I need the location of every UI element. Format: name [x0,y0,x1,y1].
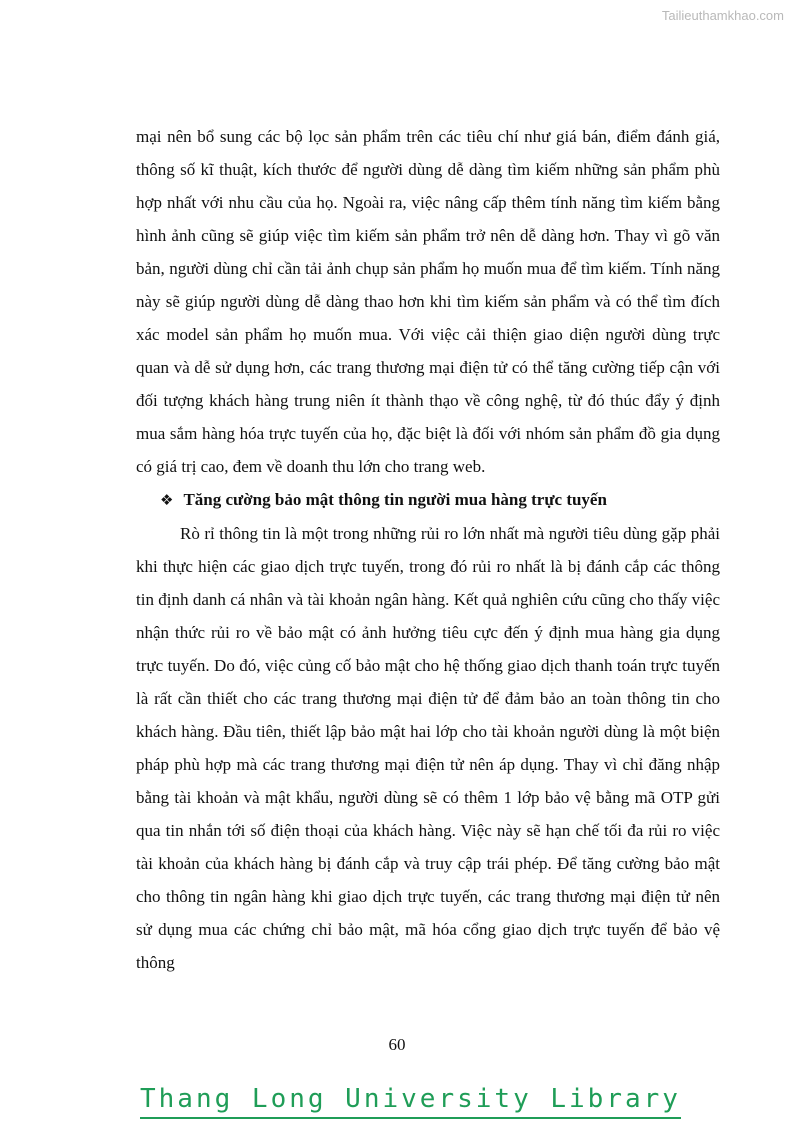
paragraph-continued: mại nên bổ sung các bộ lọc sản phẩm trên các tiêu chí như giá bán, điểm đánh giá, thông số kĩ thuật, kích thước để người dùng dễ dàng tìm kiếm những sản phẩm phù hợp nhất với nhu cầu của họ. Ngoài ra, việc nâng cấp thêm tính năng tìm kiếm bằng hình ảnh cũng sẽ giúp việc tìm kiếm sản phẩm trở nên dễ dàng hơn. Thay vì gõ văn bản, người dùng chỉ cần tải ảnh chụp sản phẩm họ muốn mua để tìm kiếm. Tính năng này sẽ giúp người dùng dễ dàng thao hơn khi tìm kiếm sản phẩm và có thể tìm đích xác model sản phẩm họ muốn mua. Với việc cải thiện giao diện người dùng trực quan và dễ sử dụng hơn, các trang thương mại điện tử có thể tăng cường tiếp cận với đối tượng khách hàng trung niên ít thành thạo về công nghệ, từ đó thúc đẩy ý định mua sắm hàng hóa trực tuyến của họ, đặc biệt là đối với nhóm sản phẩm đồ gia dụng có giá trị cao, đem về doanh thu lớn cho trang web. [136,127,720,476]
watermark-text: Tailieuthamkhao.com [661,8,784,23]
library-footer-text: Thang Long University Library [140,1084,681,1119]
section-heading-text: Tăng cường bảo mật thông tin người mua hàng trực tuyến [183,490,607,509]
paragraph-security: Rò rỉ thông tin là một trong những rủi ro lớn nhất mà người tiêu dùng gặp phải khi thực hiện các giao dịch trực tuyến, trong đó rủi ro nhất là bị đánh cắp các thông tin định danh cá nhân và tài khoản ngân hàng. Kết quả nghiên cứu cũng cho thấy việc nhận thức rủi ro về bảo mật có ảnh hưởng tiêu cực đến ý định mua hàng gia dụng trực tuyến. Do đó, việc củng cố bảo mật cho hệ thống giao dịch thanh toán trực tuyến là rất cần thiết cho các trang thương mại điện tử để đảm bảo an toàn thông tin cho khách hàng. Đầu tiên, thiết lập bảo mật hai lớp cho tài khoản người dùng là một biện pháp phù hợp mà các trang thương mại điện tử nên áp dụng. Thay vì chỉ đăng nhập bằng tài khoản và mật khẩu, người dùng sẽ có thêm 1 lớp bảo vệ bằng mã OTP gửi qua tin nhắn tới số điện thoại của khách hàng. Việc này sẽ hạn chế tối đa rủi ro việc tài khoản của khách hàng bị đánh cắp và truy cập trái phép. Để tăng cường bảo mật cho thông tin ngân hàng khi giao dịch trực tuyến, các trang thương mại điện tử nên sử dụng mua các chứng chỉ bảo mật, mã hóa cổng giao dịch trực tuyến để bảo vệ thông [136,524,720,972]
page-number: 60 [388,1035,406,1054]
diamond-bullet-icon: ❖ [160,491,174,509]
page-body [136,120,720,979]
section-heading [160,483,720,517]
